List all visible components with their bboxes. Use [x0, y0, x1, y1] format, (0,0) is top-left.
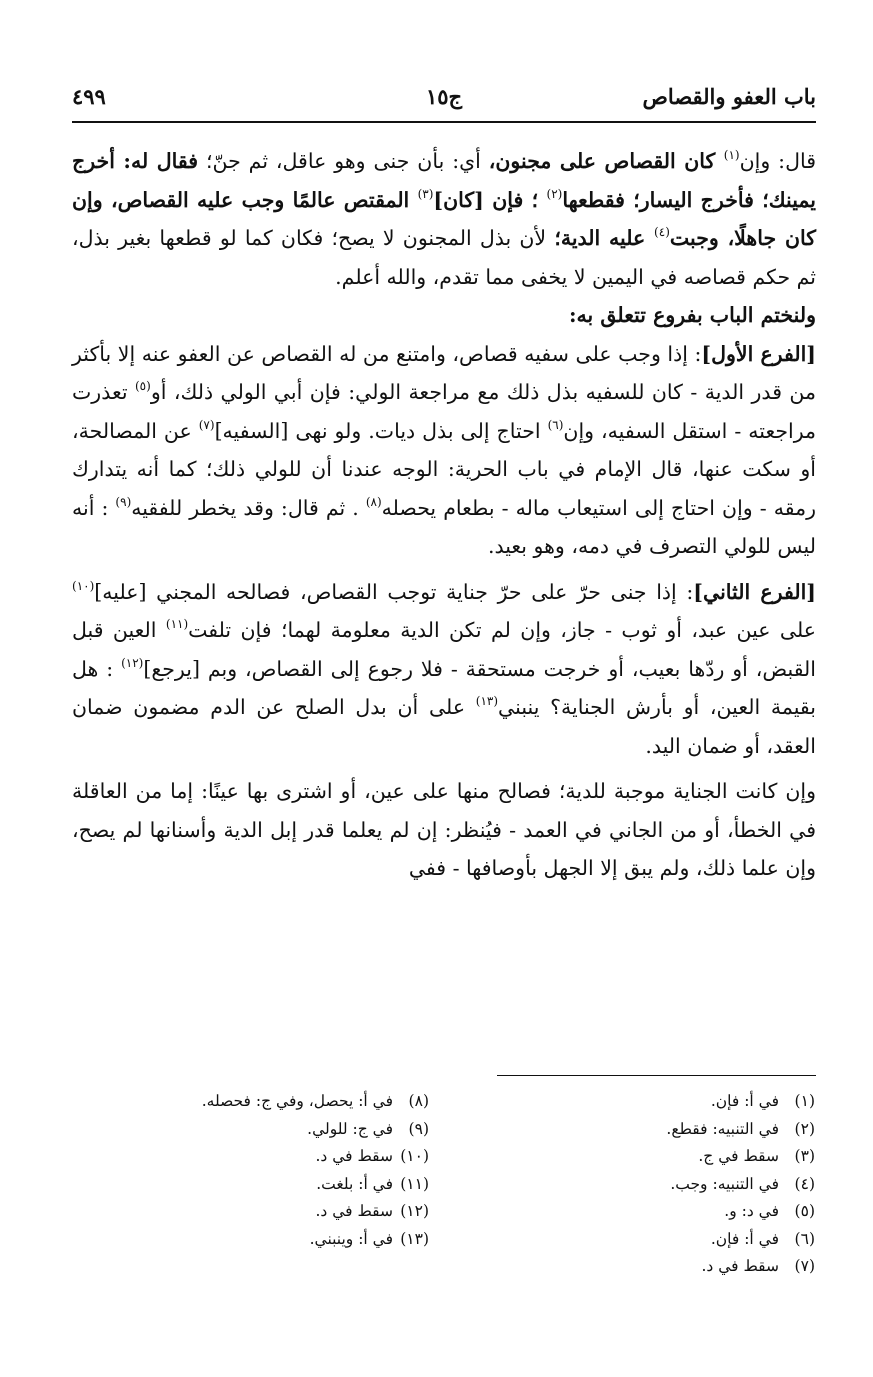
text-run: وإن كانت الجناية موجبة للدية؛ فصالح منها على عين، أو اشترى بها عينًا: إما من العاقلة في الخطأ، أو من الجاني في العمد - فيُنظر: إن لم يعلما قدر إبل الدية وأسنانها لم يصح، وإن علما ذلك، ولم يبق إلا الجهل بأوصافها - ففي [72, 779, 816, 880]
paragraph-5 [72, 772, 816, 888]
footnote-number: (٧) [794, 1257, 815, 1275]
footnote-ref: (٦) [547, 417, 564, 432]
section-heading: [الفرع الثاني] [693, 579, 816, 604]
footnote-text: سقط في د. [701, 1257, 779, 1275]
footnote-text: في التنبيه: فقطع. [666, 1119, 779, 1138]
text-run: : إذا وجب على سفيه قصاص، وامتنع من له القصاص عن العفو عنه إلا بأكثر من قدر الدية - كان للسفيه بذل ذلك مع مراجعة الولي: فإن أبي الولي ذلك، أو [72, 341, 816, 404]
footnote-ref: (٨) [365, 494, 382, 509]
footnote-text: سقط في ج. [698, 1147, 779, 1165]
footnote-number: (٥) [794, 1202, 815, 1220]
footnote-item [109, 1143, 429, 1171]
footnote-number: (٩) [408, 1119, 429, 1138]
footnote-item [515, 1143, 815, 1171]
page-number: ٤٩٩ [72, 84, 106, 109]
text-run: تعذرت مراجعته - استقل السفيه، وإن [72, 380, 816, 443]
footnote-ref: (٧) [198, 417, 215, 432]
footnote-item [515, 1088, 815, 1116]
footnote-item [515, 1226, 815, 1254]
main-text [72, 142, 816, 888]
footnote-number: (١١) [400, 1174, 429, 1193]
text-run: على أن بدل الصلح عن الدم مضمون ضمان العقد، أو ضمان اليد. [72, 695, 816, 758]
footnotes-left-column [109, 1088, 429, 1253]
footnote-number: (٦) [794, 1229, 815, 1248]
footnote-item [109, 1198, 429, 1226]
paragraph-2 [72, 296, 816, 335]
footnote-text: في أ: بلغت. [316, 1174, 393, 1193]
footnote-text: في د: و. [724, 1202, 779, 1220]
text-run: العين قبل القبض، أو ردّها بعيب، أو خرجت مستحقة - فلا رجوع إلى القصاص، وبم [يرجع] [72, 618, 817, 681]
footnote-number: (٢) [794, 1119, 815, 1138]
chapter-title: باب العفو والقصاص [642, 84, 816, 109]
footnote-number: (٤) [794, 1174, 815, 1193]
footnote-item [109, 1226, 429, 1254]
footnote-text: في أ: يحصل، وفي ج: فحصله. [201, 1092, 393, 1110]
footnote-text: في ج: للولي. [307, 1119, 393, 1138]
footnote-ref: (١٢) [121, 655, 144, 670]
paragraph-4 [72, 573, 816, 766]
footnote-item [515, 1253, 815, 1281]
footnote-ref: (١٠) [72, 578, 95, 593]
volume-label: ج١٥ [425, 84, 463, 109]
footnote-number: (٣) [794, 1147, 815, 1165]
footnote-text: سقط في د. [315, 1202, 393, 1220]
footnote-ref: (١٣) [475, 694, 499, 708]
text-run: لأن بذل المجنون لا يصح؛ فكان كما لو قطعها بغير بذل، ثم حكم قصاصه في اليمين لا يخفى مما تقدم، والله أعلم. [72, 226, 816, 289]
footnote-text: سقط في د. [315, 1147, 393, 1165]
footnote-ref: (٣) [417, 186, 434, 201]
page-header [72, 80, 816, 124]
paragraph-1 [72, 142, 816, 296]
footnote-rule [497, 1075, 816, 1076]
section-heading: [الفرع الأول] [701, 341, 817, 366]
text-run: قال: وإن [739, 149, 817, 173]
footnote-ref: (٢) [546, 186, 563, 201]
text-run: على عين عبد، أو ثوب - جاز، وإن لم تكن الدية معلومة لهما؛ فإن تلفت [188, 618, 816, 642]
footnote-item [109, 1116, 429, 1144]
text-run: : أنه ليس للولي التصرف في دمه، وهو بعيد. [72, 495, 816, 558]
footnote-ref: (٥) [134, 379, 151, 393]
footnote-number: (١٣) [400, 1229, 429, 1248]
text-run: : إذا جنى حرّ على حرّ جناية توجب القصاص، فصالحه المجني [عليه] [94, 579, 694, 604]
footnote-item [515, 1198, 815, 1226]
footnote-text: في أ: فإن. [710, 1092, 779, 1110]
footnote-number: (١٠) [400, 1147, 429, 1165]
matn-text: ؛ فإن [كان] [433, 187, 547, 212]
matn-text: ولنختم الباب بفروع تتعلق به: [568, 303, 816, 327]
matn-text: كان القصاص على مجنون، [488, 149, 724, 173]
footnote-ref: (٤) [654, 225, 670, 239]
matn-text: عليه الدية؛ [554, 226, 655, 250]
footnote-text: في أ: وينبني. [309, 1229, 393, 1248]
footnote-ref: (١١) [165, 617, 189, 631]
footnote-item [109, 1088, 429, 1116]
footnote-text: في أ: فإن. [710, 1229, 779, 1248]
matn-text: المقتص عالمًا وجب عليه القصاص، وإن كان جاهلًا، وجبت [72, 187, 817, 250]
text-run: أي: بأن جنى وهو عاقل، ثم جنّ؛ [198, 149, 489, 173]
text-run: : هل بقيمة العين، أو بأرش الجناية؟ ينبني [72, 656, 816, 719]
footnote-ref: (٩) [115, 494, 132, 509]
footnote-number: (١٢) [400, 1202, 429, 1220]
matn-text: فقال له: أخرج يمينك؛ فأخرج اليسار؛ فقطعها [72, 149, 816, 212]
paragraph-3 [72, 335, 816, 566]
text-run: . ثم قال: وقد يخطر للفقيه [131, 495, 366, 520]
footnote-ref: (١) [723, 148, 740, 162]
text-run: احتاج إلى بذل ديات. ولو نهى [السفيه] [214, 418, 548, 443]
header-rule [72, 121, 816, 123]
footnote-item [109, 1171, 429, 1199]
footnote-number: (١) [794, 1092, 815, 1110]
footnotes-right-column [515, 1088, 815, 1281]
footnote-item [515, 1171, 815, 1199]
footnote-number: (٨) [408, 1092, 429, 1110]
footnote-text: في التنبيه: وجب. [670, 1174, 779, 1193]
footnote-item [515, 1116, 815, 1144]
text-run: عن المصالحة، أو سكت عنها، قال الإمام في باب الحرية: الوجه عندنا أن للولي ذلك؛ كما أنه يتدارك رمقه - وإن احتاج إلى استيعاب ماله - بطعام يحصله [72, 418, 816, 520]
